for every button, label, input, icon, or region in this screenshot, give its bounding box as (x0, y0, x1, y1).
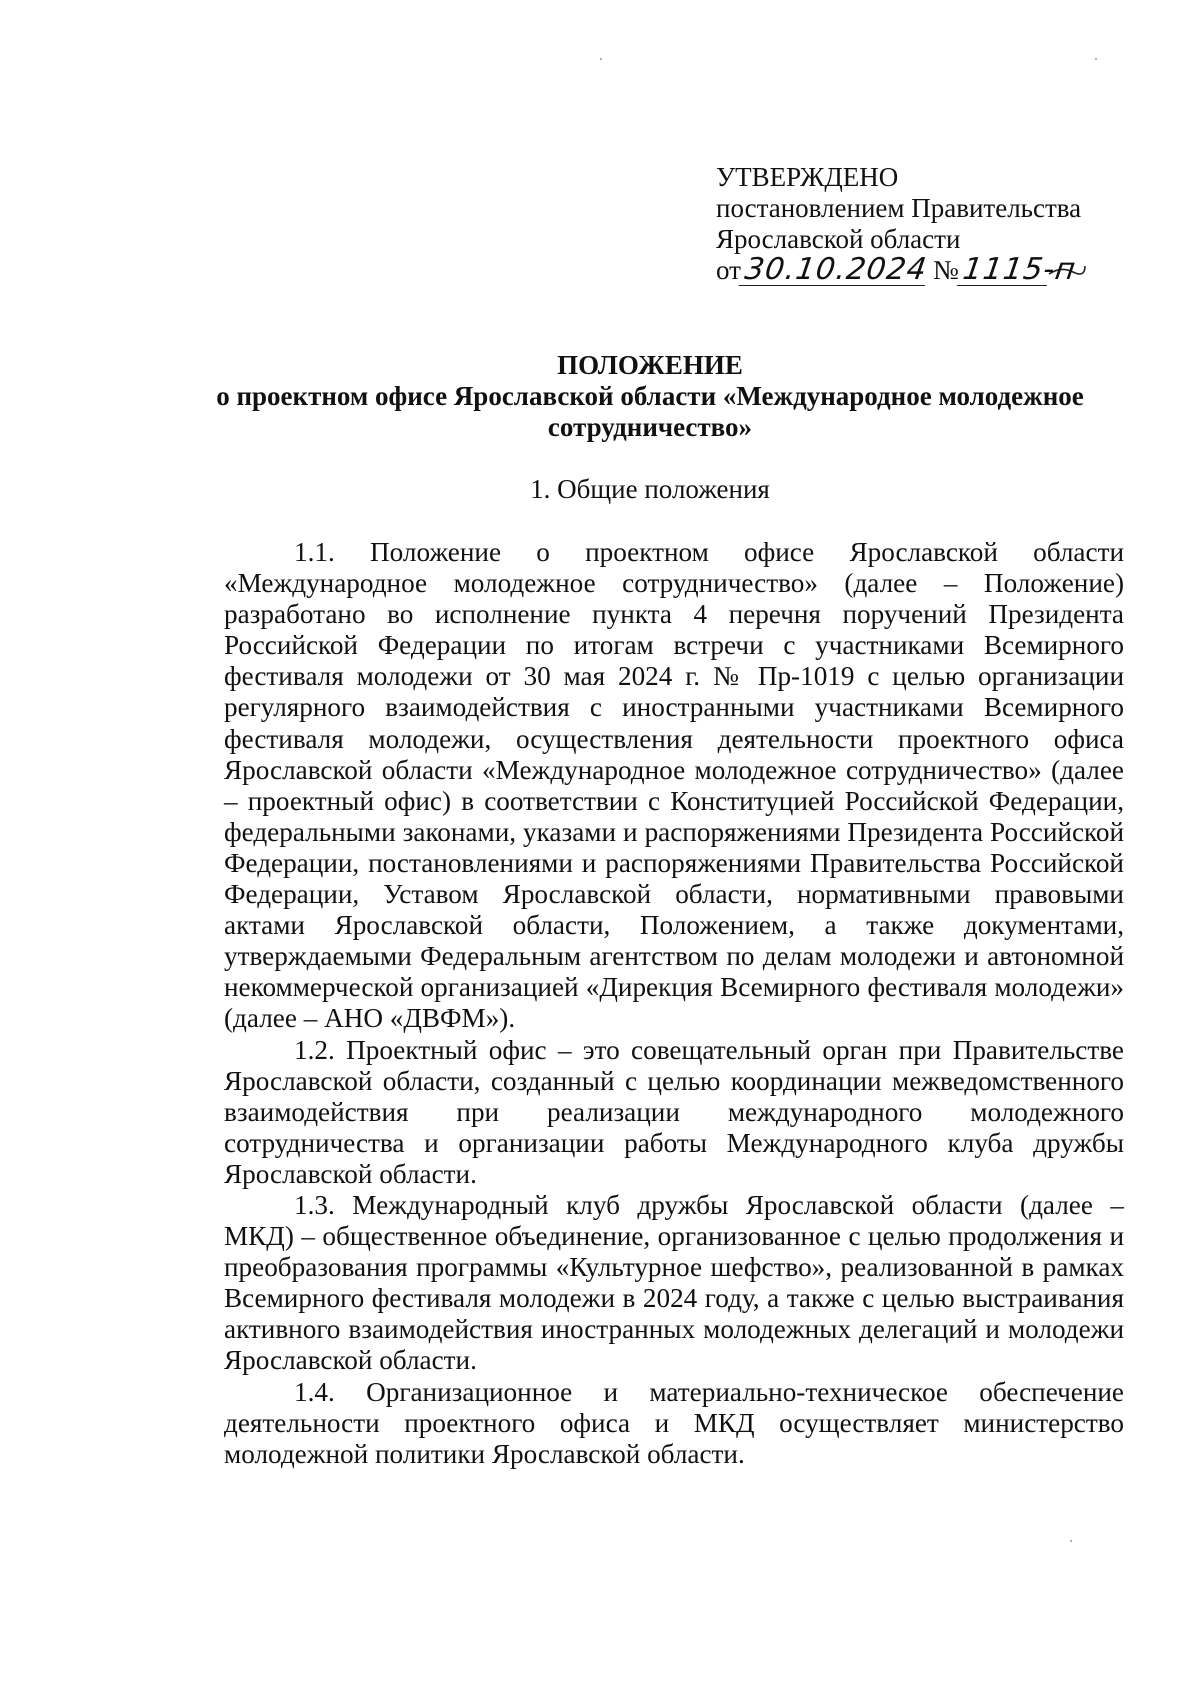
paragraph-1-1: 1.1. Положение о проектном офисе Ярославской области «Международное молодежное сотрудничество» (далее – Положение) разработано во исполнение пункта 4 перечня поручений Президента Российской Федерации по итогам встречи с участниками Всемирного фестиваля молодежи от 30 мая 2024 г. № Пр-1019 с целью организации регулярного взаимодействия с иностранными участниками Всемирного фестиваля молодежи, осуществления деятельности проектного офиса Ярославской области «Международное молодежное сотрудничество» (далее – проектный офис) в соответствии с Конституцией Российской Федерации, федеральными законами, указами и распоряжениями Президента Российской Федерации, постановлениями и распоряжениями Правительства Российской Федерации, Уставом Ярославской области, нормативными правовыми актами Ярославской области, Положением, а также документами, утверждаемыми Федеральным агентством по делам молодежи и автономной некоммерческой организацией «Дирекция Всемирного фестиваля молодежи» (далее – АНО «ДВФМ»). (224, 537, 1124, 1034)
scan-speck (1070, 1540, 1072, 1542)
scan-speck (1095, 58, 1097, 60)
document-title-block (200, 350, 1100, 443)
paragraph-1-2: 1.2. Проектный офис – это совещательный орган при Правительстве Ярославской области, созданный с целью координации межведомственного взаимодействия при реализации международного молодежного сотрудничества и организации работы Международного клуба дружбы Ярославской области. (224, 1034, 1124, 1189)
handwritten-date: 30.10.2024 (739, 255, 929, 286)
document-subtitle-line-1: о проектном офисе Ярославской области «Международное молодежное (216, 381, 1084, 411)
approval-date-line (716, 252, 1156, 287)
paragraph-1-4: 1.4. Организационное и материально-техническое обеспечение деятельности проектного офиса и МКД осуществляет министерство молодежной политики Ярославской области. (224, 1376, 1124, 1469)
document-subtitle-line-2: сотрудничество» (547, 412, 753, 442)
approval-line-1: постановлением Правительства (716, 193, 1082, 223)
paragraph-1-3: 1.3. Международный клуб дружбы Ярославской области (далее – МКД) – общественное объединение, организованное с целью продолжения и преобразования программы «Культурное шефство», реализованной в рамках Всемирного фестиваля молодежи в 2024 году, а также с целью выстраивания активного взаимодействия иностранных молодежных делегаций и молодежи Ярославской области. (224, 1189, 1124, 1376)
approval-block (716, 162, 1156, 286)
handwritten-number: 1115-п (957, 255, 1051, 286)
body-text (224, 537, 1124, 1470)
scan-speck (600, 58, 602, 60)
approval-stamp: УТВЕРЖДЕНО (716, 162, 899, 192)
document-title: ПОЛОЖЕНИЕ (557, 350, 743, 380)
date-prefix: от (716, 255, 741, 285)
number-prefix: № (932, 255, 959, 285)
approval-line-2: Ярославской области (716, 224, 961, 254)
section-heading: 1. Общие положения (530, 474, 770, 504)
